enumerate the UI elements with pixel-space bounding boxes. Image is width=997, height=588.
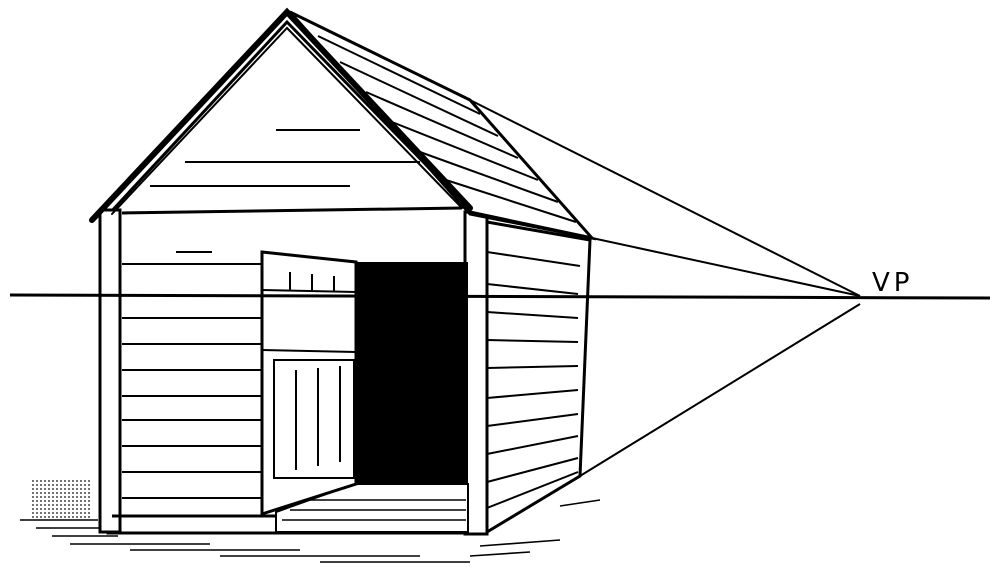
open-door bbox=[262, 252, 356, 514]
vanishing-point-label: VP bbox=[872, 268, 914, 298]
side-wall bbox=[487, 222, 590, 532]
